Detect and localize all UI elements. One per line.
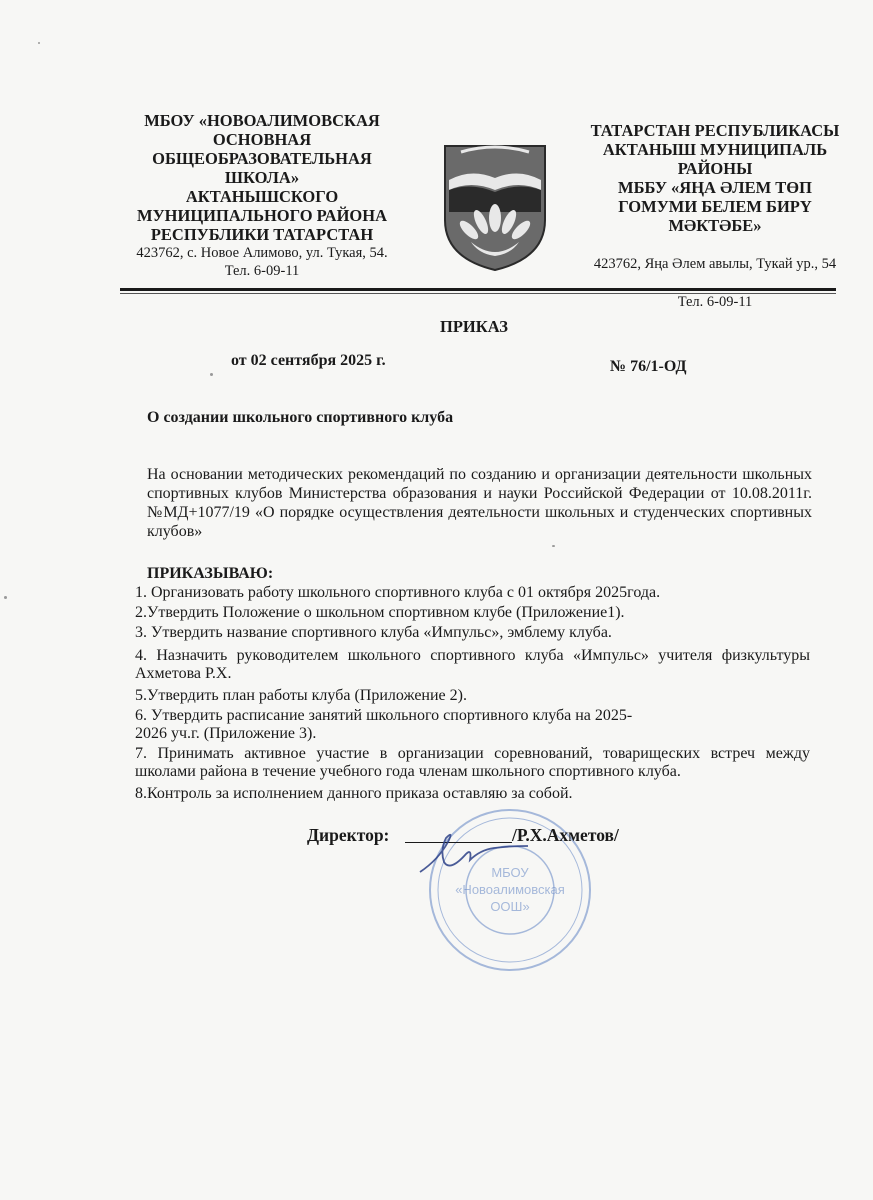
header-left-line: ОБЩЕОБРАЗОВАТЕЛЬНАЯ — [152, 149, 372, 168]
orders-heading: ПРИКАЗЫВАЮ: — [147, 565, 274, 582]
order-item: 2.Утвердить Положение о школьном спортивном клубе (Приложение1). — [135, 604, 625, 621]
header-left-phone: Тел. 6-09-11 — [224, 263, 300, 279]
order-item: 8.Контроль за исполнением данного приказа оставляю за собой. — [135, 785, 573, 802]
stamp-line: «Новоалимовская — [455, 882, 565, 897]
scan-speck — [38, 42, 40, 44]
header-right-line: РАЙОНЫ — [677, 159, 753, 178]
header-right-line: АКТАНЫШ МУНИЦИПАЛЬ — [602, 140, 828, 159]
header-left-line: ОСНОВНАЯ — [212, 130, 312, 149]
header-left-line: АКТАНЫШСКОГО — [185, 187, 339, 206]
header-left-line: ШКОЛА» — [224, 168, 300, 187]
coat-of-arms-icon — [441, 142, 549, 272]
header-right-line: МӘКТӘБЕ» — [668, 216, 762, 235]
header-divider-thin — [120, 293, 836, 294]
stamp-line: МБОУ — [491, 865, 529, 880]
header-right-line: МББУ «ЯҢА ӘЛЕМ ТӨП — [618, 178, 812, 197]
order-item: 4. Назначить руководителем школьного спортивного клуба «Импульс» учителя физкультуры Ахметова Р.Х. — [135, 647, 810, 682]
scan-speck — [4, 596, 7, 599]
header-left-line: РЕСПУБЛИКИ ТАТАРСТАН — [150, 225, 374, 244]
order-item: 7. Принимать активное участие в организации соревнований, товарищеских встреч между школами района в течение учебного года членам школьного спортивного клуба. — [135, 745, 810, 780]
header-left — [112, 111, 412, 280]
order-item: 3. Утвердить название спортивного клуба «Импульс», эмблему клуба. — [135, 624, 612, 641]
document-title: ПРИКАЗ — [440, 317, 508, 336]
header-left-line: МУНИЦИПАЛЬНОГО РАЙОНА — [137, 206, 387, 225]
scan-speck — [210, 373, 213, 376]
order-item: 6. Утвердить расписание занятий школьного спортивного клуба на 2025-2026 уч.г. (Приложение 3). — [135, 707, 633, 742]
header-divider — [120, 288, 836, 291]
order-item: 5.Утвердить план работы клуба (Приложение 2). — [135, 687, 467, 704]
header-left-line: МБОУ «НОВОАЛИМОВСКАЯ — [144, 111, 380, 130]
header-right — [580, 121, 850, 311]
header-right-line: ТАТАРСТАН РЕСПУБЛИКАСЫ — [590, 121, 840, 140]
document-date: от 02 сентября 2025 г. — [231, 352, 386, 369]
order-item: 1. Организовать работу школьного спортивного клуба с 01 октября 2025года. — [135, 584, 661, 601]
stamp-line: ООШ» — [490, 899, 530, 914]
document-subject: О создании школьного спортивного клуба — [147, 409, 454, 426]
header-right-phone: Тел. 6-09-11 — [677, 294, 753, 310]
document-number: № 76/1-ОД — [610, 358, 687, 375]
header-right-line: ГОМУМИ БЕЛЕМ БИРҮ — [618, 197, 812, 216]
scan-speck — [552, 545, 555, 547]
basis-paragraph: На основании методических рекомендаций по созданию и организации деятельности школьных спортивных клубов Министерства образования и науки Российской Федерации от 10.08.2011г. №МД+1077/19 «О порядке осуществления деятельности школьных и студенческих спортивных клубов» — [147, 466, 812, 540]
header-left-address: 423762, с. Новое Алимово, ул. Тукая, 54. — [136, 245, 388, 261]
signature-name: /Р.Х.Ахметов/ — [512, 825, 619, 845]
signature-label: Директор: — [307, 825, 390, 845]
header-right-address: 423762, Яңа Әлем авылы, Тукай ур., 54 — [593, 256, 837, 272]
